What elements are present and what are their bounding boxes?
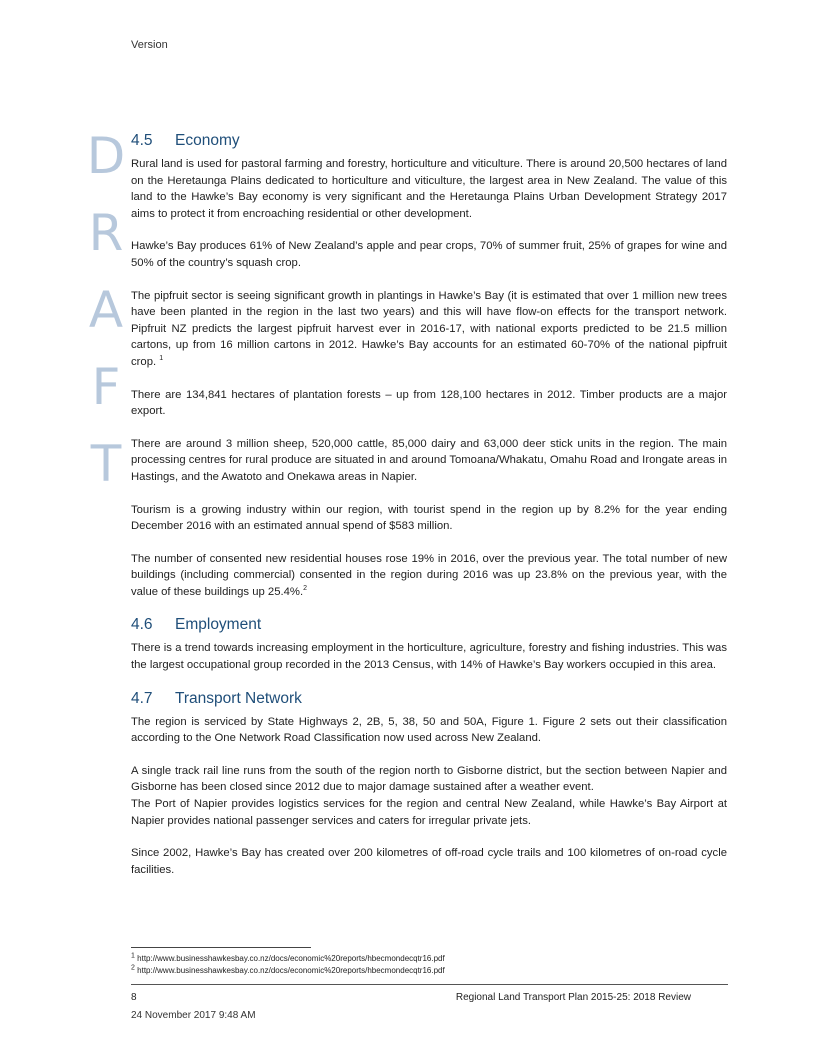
version-header: Version [131, 39, 168, 51]
footnote-link[interactable]: http://www.businesshawkesbay.co.nz/docs/economic%20reports/hbecmondecqtr16.pdf [137, 966, 445, 975]
paragraph: Since 2002, Hawke’s Bay has created over 200 kilometres of off-road cycle trails and 100 kilometres of on-road cycle facilities. [131, 847, 727, 876]
watermark-letter: A [88, 281, 124, 339]
paragraph: Rural land is used for pastoral farming and forestry, horticulture and viticulture. There is around 20,500 hectares of land on the Heretaunga Plains dedicated to horticulture and viticulture, the largest area in New Zealand. The value of this land to the Hawke’s Bay economy is very significant and the Heretaunga Plains Urban Development Strategy 2017 aims to protect it from encroaching residential or other development. [131, 158, 727, 220]
footnote-ref: 1 [159, 355, 164, 363]
paragraph: The region is serviced by State Highways 2, 2B, 5, 38, 50 and 50A, Figure 1. Figure 2 sets out their classification according to the One Network Road Classification now used across New Zealand. [131, 715, 727, 745]
paragraph [131, 288, 727, 371]
watermark-letter: D [86, 127, 126, 185]
document-body [131, 132, 727, 894]
watermark-letter: T [90, 435, 122, 493]
section-title: Transport Network [175, 689, 302, 707]
footnote-ref: 2 [303, 585, 307, 593]
paragraph-text: The number of consented new residential houses rose 19% in 2016, over the previous year. The total number of new buildings (including commercial) consented in the region during 2016 was up 23.8% on the previous year, with the value of these buildings up 25.4%. [131, 552, 727, 598]
paragraph-text: The pipfruit sector is seeing significant growth in plantings in Hawke’s Bay (it is estimated that over 1 million new trees have been planted in the region in the last two years) and this will have flow-on effects for the transport network. Pipfruit NZ predicts the largest pipfruit harvest ever in 2016-17, with national exports predicted to be 21.5 million cartons, up from 16 million cartons in 2012. Hawke’s Bay accounts for an estimated 60-70% of the national pipfruit crop. [131, 289, 727, 368]
footnote [131, 953, 445, 965]
section-title: Employment [175, 616, 262, 634]
section-number: 4.6 [131, 616, 153, 634]
footer-title: Regional Land Transport Plan 2015-25: 2018 Review [455, 992, 691, 1003]
paragraph: There are around 3 million sheep, 520,000 cattle, 85,000 dairy and 63,000 deer stick units in the region. The main processing centres for rural produce are situated in and around Tomoana/Whakatu, Omahu Road and Irongate areas in Hastings, and the Awatoto and Onekawa areas in Napier. [131, 437, 727, 483]
section-title: Economy [175, 132, 240, 149]
section-number: 4.7 [131, 689, 153, 707]
footer-date: 24 November 2017 9:48 AM [131, 1010, 256, 1020]
footnote-number: 1 [131, 952, 135, 960]
section-number: 4.5 [131, 132, 153, 149]
section-heading-economy [131, 132, 727, 150]
footnote-link[interactable]: http://www.businesshawkesbay.co.nz/docs/economic%20reports/hbecmondecqtr16.pdf [137, 954, 445, 963]
paragraph: The Port of Napier provides logistics services for the region and central New Zealand, while Hawke’s Bay Airport at Napier provides national passenger services and caters for irregular private jets. [131, 798, 727, 827]
section-heading-employment [131, 616, 727, 634]
page-number: 8 [131, 992, 137, 1003]
paragraph: Hawke’s Bay produces 61% of New Zealand’s apple and pear crops, 70% of summer fruit, 25% of grapes for wine and 50% of the country’s squash crop. [131, 240, 727, 269]
draft-watermark [86, 118, 134, 503]
footnote-number: 2 [131, 964, 135, 972]
section-heading-transport [131, 690, 727, 708]
paragraph: There is a trend towards increasing employment in the horticulture, agriculture, forestry and fishing industries. This was the largest occupational group recorded in the 2013 Census, with 14% of Hawke’s Bay workers occupied in this area. [131, 642, 727, 672]
paragraph [131, 551, 727, 601]
watermark-letter: F [91, 358, 121, 416]
watermark-letter: R [88, 204, 124, 262]
footnotes [131, 953, 445, 977]
footer-divider [131, 984, 728, 985]
paragraph: Tourism is a growing industry within our region, with tourist spend in the region up by 8.2% for the year ending December 2016 with an estimated annual spend of $583 million. [131, 503, 727, 533]
footnote [131, 965, 445, 977]
footnote-divider [131, 947, 311, 948]
paragraph: There are 134,841 hectares of plantation forests – up from 128,100 hectares in 2012. Timber products are a major export. [131, 388, 727, 418]
paragraph: A single track rail line runs from the south of the region north to Gisborne district, but the section between Napier and Gisborne has been closed since 2012 due to major damage sustained after a weather event. [131, 764, 727, 794]
